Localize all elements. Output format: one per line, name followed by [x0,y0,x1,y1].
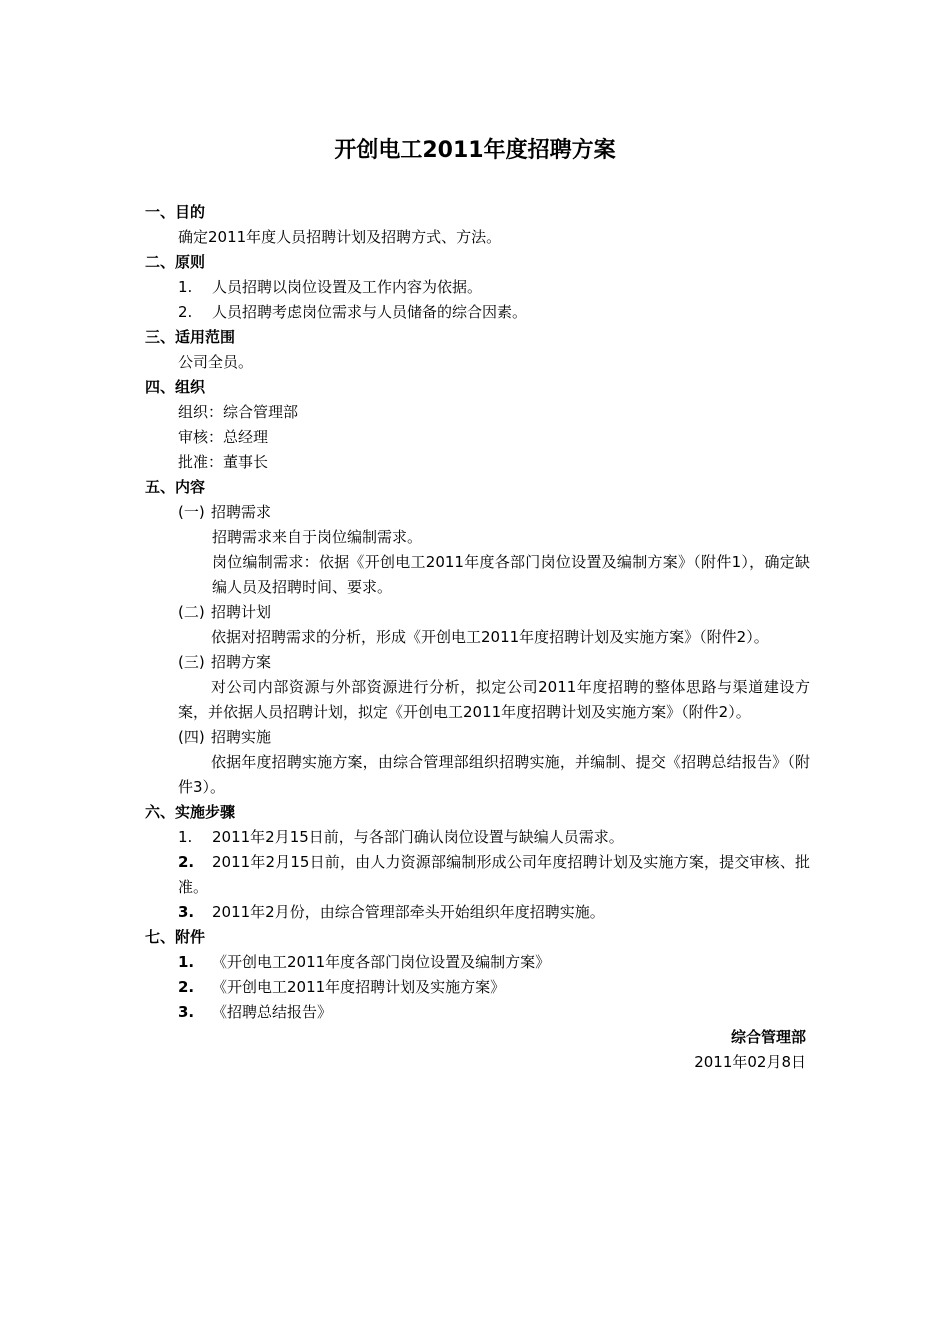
subsection-label: 招聘计划 [211,603,272,621]
list-number: 3. [178,903,195,921]
list-text: 人员招聘以岗位设置及工作内容为依据。 [212,278,483,296]
list-text: 《开创电工2011年度招聘计划及实施方案》 [212,978,506,996]
subsection-paragraph: 对公司内部资源与外部资源进行分析，拟定公司2011年度招聘的整体思路与渠道建设方案，并依据人员招聘计划，拟定《开创电工2011年度招聘计划及实施方案》（附件2）。 [178,678,810,721]
subsection-label: 招聘实施 [211,728,272,746]
list-text: 《招聘总结报告》 [212,1003,333,1021]
list-number: 2. [178,978,195,996]
list-number: 3. [178,1003,195,1021]
subsection-heading [145,600,810,625]
org-line: 审核：总经理 [178,428,269,446]
subsection-number: (四) [178,728,205,746]
list-text: 2011年2月份，由综合管理部牵头开始组织年度招聘实施。 [212,903,605,921]
list-number: 2. [178,303,193,321]
section-text-purpose: 确定2011年度人员招聘计划及招聘方式、方法。 [178,228,502,246]
list-item [145,850,810,900]
section-heading-attachments: 七、附件 [145,928,206,946]
document-body [145,200,810,1075]
section-heading-purpose: 一、目的 [145,203,206,221]
subsection-number: (二) [178,603,205,621]
org-line: 组织：综合管理部 [178,403,299,421]
list-text: 人员招聘考虑岗位需求与人员储备的综合因素。 [212,303,528,321]
list-item [145,900,810,925]
list-item [145,825,810,850]
subsection-paragraph: 岗位编制需求：依据《开创电工2011年度各部门岗位设置及编制方案》（附件1），确定缺编人员及招聘时间、要求。 [212,553,810,596]
list-item [145,300,810,325]
section-text-scope: 公司全员。 [178,353,254,371]
subsection-paragraph: 依据年度招聘实施方案，由综合管理部组织招聘实施，并编制、提交《招聘总结报告》（附件3）。 [178,753,810,796]
subsection-number: (三) [178,653,205,671]
list-number: 1. [178,278,193,296]
org-line: 批准：董事长 [178,453,269,471]
list-item [145,950,810,975]
list-item [145,275,810,300]
subsection-heading [145,500,810,525]
subsection-heading [145,650,810,675]
subsection-heading [145,725,810,750]
list-number: 1. [178,953,195,971]
subsection-label: 招聘需求 [211,503,272,521]
subsection-paragraph: 依据对招聘需求的分析，形成《开创电工2011年度招聘计划及实施方案》（附件2）。 [211,628,769,646]
list-number: 1. [178,828,193,846]
list-text: 《开创电工2011年度各部门岗位设置及编制方案》 [212,953,551,971]
section-heading-organization: 四、组织 [145,378,206,396]
list-text: 2011年2月15日前，与各部门确认岗位设置与缺编人员需求。 [212,828,624,846]
list-item [145,1000,810,1025]
list-text: 2011年2月15日前，由人力资源部编制形成公司年度招聘计划及实施方案，提交审核、批准。 [178,853,810,896]
section-heading-content: 五、内容 [145,478,206,496]
list-item [145,975,810,1000]
document-title: 开创电工2011年度招聘方案 [334,138,616,163]
signature-date: 2011年02月8日 [694,1053,806,1071]
section-heading-scope: 三、适用范围 [145,328,236,346]
subsection-number: (一) [178,503,205,521]
list-number: 2. [178,853,195,871]
subsection-paragraph: 招聘需求来自于岗位编制需求。 [212,528,423,546]
signature-department: 综合管理部 [730,1028,806,1046]
section-heading-steps: 六、实施步骤 [145,803,236,821]
subsection-label: 招聘方案 [211,653,272,671]
section-heading-principles: 二、原则 [145,253,206,271]
